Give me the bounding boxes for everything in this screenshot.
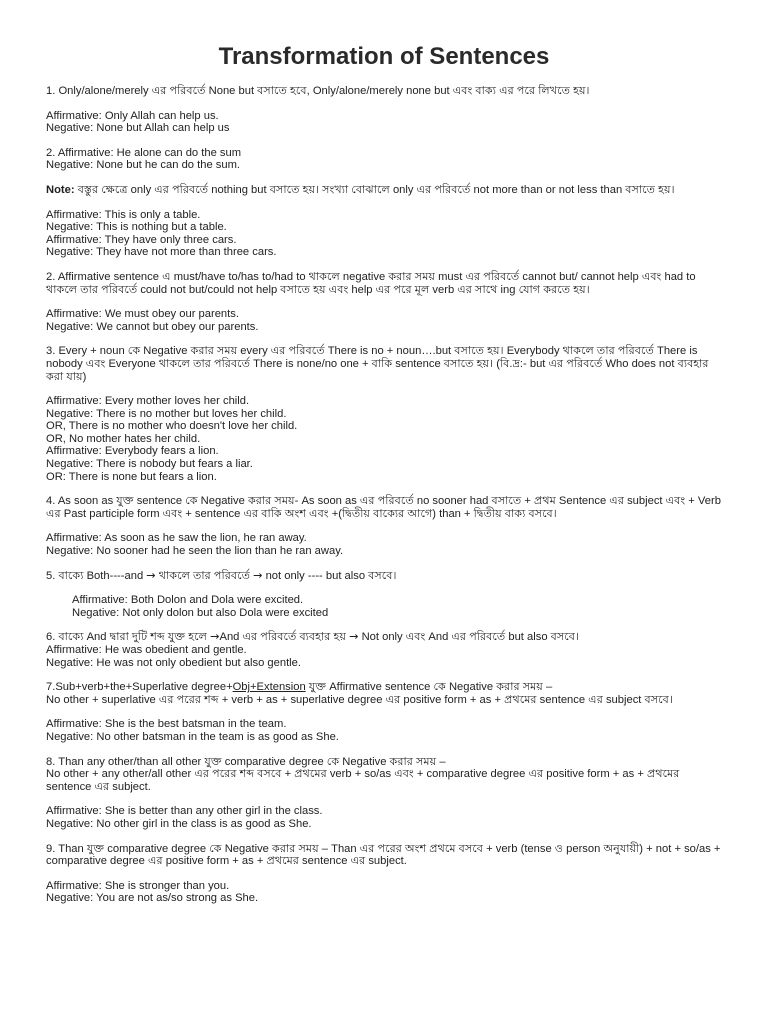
rule-1	[46, 85, 722, 98]
rule-8-text-2: No other + any other/all other এর পরের শব্দ বসবে + প্রথমের verb + so/as এবং + comparative degree এর positive form + as + প্রথমের sentence এর subject.	[46, 768, 680, 793]
example-line: Negative: None but Allah can help us	[46, 122, 230, 135]
example-line: Negative: We cannot but obey our parents.	[46, 320, 259, 333]
rule-7-pre: 7.Sub+verb+the+Superlative degree+	[46, 681, 233, 694]
note-paragraph	[46, 184, 722, 197]
rule-7-underlined: Obj+Extension	[232, 681, 306, 694]
rule-9-examples	[46, 880, 722, 905]
rule-3-examples	[46, 395, 722, 483]
rule-6-pre: 6. বাক্যে And দ্বারা দুটি শব্দ যুক্ত হলে	[46, 631, 211, 644]
example-line: Negative: No sooner had he seen the lion than he ran away.	[46, 545, 344, 558]
example-line: OR: There is none but fears a lion.	[46, 470, 217, 483]
rule-6	[46, 631, 722, 669]
rule-2-text: 2. Affirmative sentence এ must/have to/has to/had to থাকলে negative করার সময় must এর পরিবর্তে cannot but/ cannot help এবং had to থাকলে তার পরিবর্তে could not but/could not help বসাতে হয় এবং help এর পরে মূল verb এর সাথে ing যোগ করতে হয়।	[46, 270, 696, 296]
rule-5-text	[46, 570, 722, 583]
example-line: Negative: None but he can do the sum.	[46, 159, 241, 172]
arrow-right-icon: →	[253, 568, 263, 582]
rule-7-text-2: No other + superlative এর পরের শব্দ + verb + as + superlative degree এর positive form + as + প্রথমের sentence এর subject বসবে।	[46, 693, 673, 706]
note-text	[46, 184, 722, 197]
example-line: OR, No mother hates her child.	[46, 432, 201, 445]
example-line: Affirmative: He was obedient and gentle.	[46, 644, 247, 656]
example-line: Affirmative: As soon as he saw the lion, he ran away.	[46, 532, 307, 545]
rule-1b-examples	[46, 147, 722, 172]
example-line: Affirmative: She is better than any other girl in the class.	[46, 805, 323, 818]
rule-9-text: 9. Than যুক্ত comparative degree কে Negative করার সময় – Than এর পরের অংশ প্রথমে বসবে + verb (tense ও person অনুযায়ী) + not + so/as + comparative degree এর positive form + as + প্রথমের sentence এর subject.	[46, 842, 721, 868]
note-label: Note:	[46, 183, 75, 196]
rule-4-text: 4. As soon as যুক্ত sentence কে Negative করার সময়- As soon as এর পরিবর্তে no sooner had বসাতে + প্রথম Sentence এর subject এবং + Verb এর Past participle form এবং + sentence এর বাকি অংশ এবং +(দ্বিতীয় বাক্যের আগে) than + দ্বিতীয় বাক্য বসবে।	[46, 495, 721, 520]
example-line: Negative: No other girl in the class is as good as She.	[46, 817, 312, 830]
example-line: Negative: Not only dolon but also Dola were excited	[72, 606, 329, 619]
rule-6-post: Not only এবং And এর পরিবর্তে but also বসবে।	[358, 631, 579, 644]
rule-8	[46, 756, 722, 794]
rule-7-examples	[46, 718, 722, 743]
example-line: Affirmative: Every mother loves her child.	[46, 395, 250, 408]
example-line: Negative: They have not more than three cars.	[46, 246, 277, 259]
rule-7	[46, 681, 722, 706]
example-line: Affirmative: Only Allah can help us.	[46, 109, 219, 122]
example-line: Affirmative: This is only a table.	[46, 208, 201, 221]
example-line: Negative: This is nothing but a table.	[46, 221, 227, 234]
example-line: Affirmative: Both Dolon and Dola were excited.	[72, 594, 304, 607]
rule-5-post: not only ---- but also বসবে।	[262, 569, 397, 582]
example-line: Negative: No other batsman in the team is as good as She.	[46, 730, 339, 743]
example-line: Negative: He was not only obedient but also gentle.	[46, 656, 301, 669]
rule-3-text: 3. Every + noun কে Negative করার সময় every এর পরিবর্তে There is no + noun….but বসাতে হয়। Everybody থাকলে তার পরিবর্তে There is nobody এবং Everyone থাকলে তার পরিবর্তে There is none/no one + বাকি sentence বসাতে হয়। (বি.দ্র:- but এর পরিবর্তে Who does not ব্যবহার করা যায়)	[46, 345, 709, 383]
rule-7-text	[46, 681, 722, 694]
rule-5-examples	[46, 594, 722, 619]
rule-8-examples	[46, 805, 722, 830]
rule-9	[46, 843, 722, 868]
rule-1-examples	[46, 110, 722, 135]
example-line: Affirmative: She is stronger than you.	[46, 879, 230, 892]
arrow-right-icon: →	[146, 568, 156, 582]
rule-6-mid: And এর পরিবর্তে ব্যবহার হয়	[219, 631, 350, 644]
example-line: Affirmative: We must obey our parents.	[46, 308, 239, 321]
example-line: Affirmative: Everybody fears a lion.	[46, 445, 219, 458]
note-body: বস্তুর ক্ষেত্রে only এর পরিবর্তে nothing but বসাতে হয়। সংখ্যা বোঝালে only এর পরিবর্তে not more than or not less than বসাতে হয়।	[74, 183, 675, 196]
example-line: Negative: There is no mother but loves her child.	[46, 407, 287, 420]
rule-1-text: 1. Only/alone/merely এর পরিবর্তে None but বসাতে হবে, Only/alone/merely none but এবং বাক্য এর পরে লিখতে হয়।	[46, 85, 590, 97]
note-examples	[46, 209, 722, 259]
rule-5-pre: 5. বাক্যে Both----and	[46, 569, 147, 582]
page-title: Transformation of Sentences	[218, 43, 550, 70]
example-line: Negative: There is nobody but fears a liar.	[46, 458, 253, 471]
example-line: OR, There is no mother who doesn't love her child.	[46, 420, 298, 433]
arrow-right-icon: →	[349, 630, 359, 644]
rule-3	[46, 345, 722, 383]
rule-4	[46, 495, 722, 520]
example-line: Affirmative: She is the best batsman in the team.	[46, 718, 287, 731]
example-line: 2. Affirmative: He alone can do the sum	[46, 146, 242, 159]
rule-7-post: যুক্ত Affirmative sentence কে Negative করার সময় –	[305, 681, 553, 694]
rule-8-text: 8. Than any other/than all other যুক্ত comparative degree কে Negative করার সময় –	[46, 755, 446, 768]
rule-4-examples	[46, 532, 722, 557]
example-line: Negative: You are not as/so strong as She.	[46, 892, 259, 905]
rule-5	[46, 570, 722, 583]
example-line: Affirmative: They have only three cars.	[46, 233, 237, 246]
rule-5-mid: থাকলে তার পরিবর্তে	[155, 569, 254, 582]
rule-2	[46, 271, 722, 296]
arrow-right-icon: →	[210, 630, 220, 644]
rule-2-examples	[46, 308, 722, 333]
rule-6-text	[46, 631, 722, 644]
